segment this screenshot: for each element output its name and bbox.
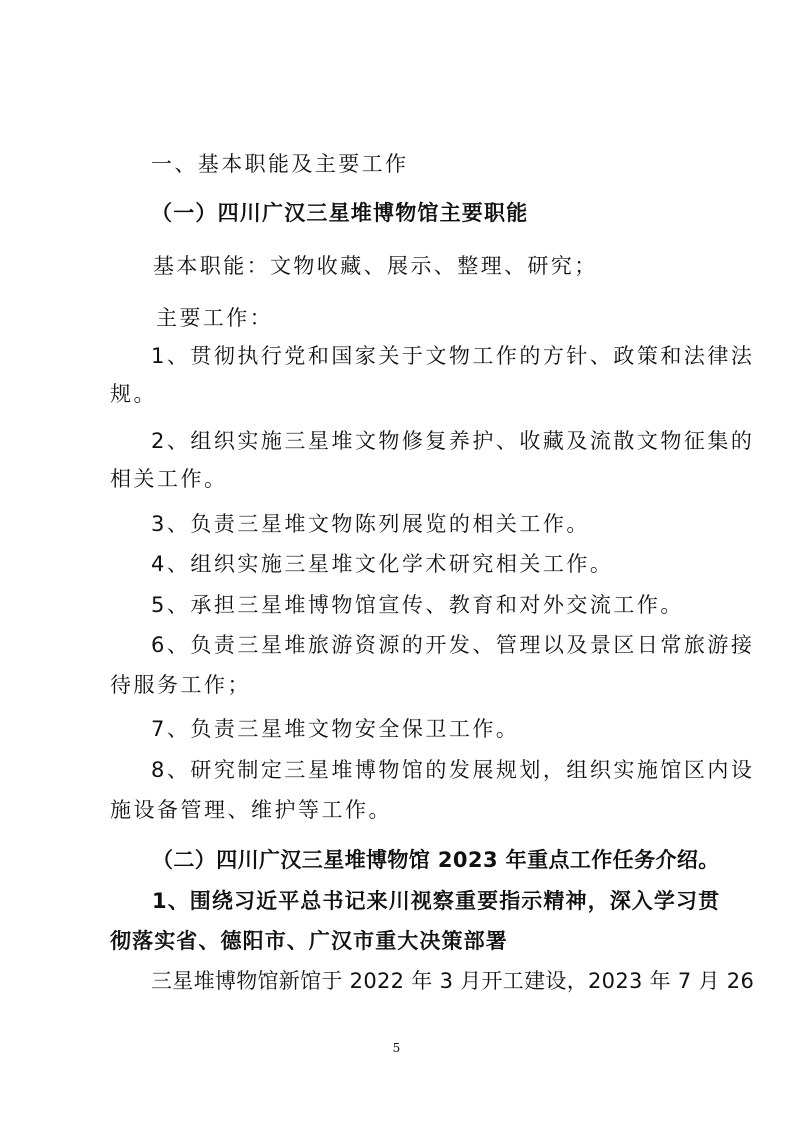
list-item-2-line1: 2、组织实施三星堆文物修复养护、收藏及流散文物征集的 [151, 429, 755, 453]
task-heading-line2: 彻落实省、德阳市、广汉市重大决策部署 [110, 929, 508, 953]
main-work-label: 主要工作： [156, 306, 273, 330]
task-heading-line1: 1、围绕习近平总书记来川视察重要指示精神，深入学习贯 [152, 889, 721, 913]
body-paragraph-line: 三星堆博物馆新馆于 2022 年 3 月开工建设，2023 年 7 月 26 [151, 969, 755, 993]
list-item-2-line2: 相关工作。 [110, 467, 228, 491]
list-item-8-line2: 施设备管理、维护等工作。 [110, 798, 392, 822]
list-item-1-line2: 规。 [110, 382, 157, 406]
subheading-main-functions: （一）四川广汉三星堆博物馆主要职能 [151, 201, 529, 225]
list-item-6-line1: 6、负责三星堆旅游资源的开发、管理以及景区日常旅游接 [151, 633, 755, 657]
page-number: 5 [392, 1041, 401, 1055]
list-item-6-line2: 待服务工作； [110, 673, 251, 697]
list-item-7: 7、负责三星堆文物安全保卫工作。 [151, 717, 520, 741]
basic-functions-line: 基本职能：文物收藏、展示、整理、研究； [153, 254, 598, 278]
list-item-4: 4、组织实施三星堆文化学术研究相关工作。 [151, 552, 614, 576]
list-item-8-line1: 8、研究制定三星堆博物馆的发展规划，组织实施馆区内设 [151, 758, 755, 782]
list-item-1-line1: 1、贯彻执行党和国家关于文物工作的方针、政策和法律法 [151, 344, 755, 368]
list-item-3: 3、负责三星堆文物陈列展览的相关工作。 [151, 512, 590, 536]
subheading-key-tasks-2023: （二）四川广汉三星堆博物馆 2023 年重点工作任务介绍。 [152, 848, 720, 872]
list-item-5: 5、承担三星堆博物馆宣传、教育和对外交流工作。 [151, 593, 684, 617]
section-heading: 一、基本职能及主要工作 [151, 152, 409, 176]
